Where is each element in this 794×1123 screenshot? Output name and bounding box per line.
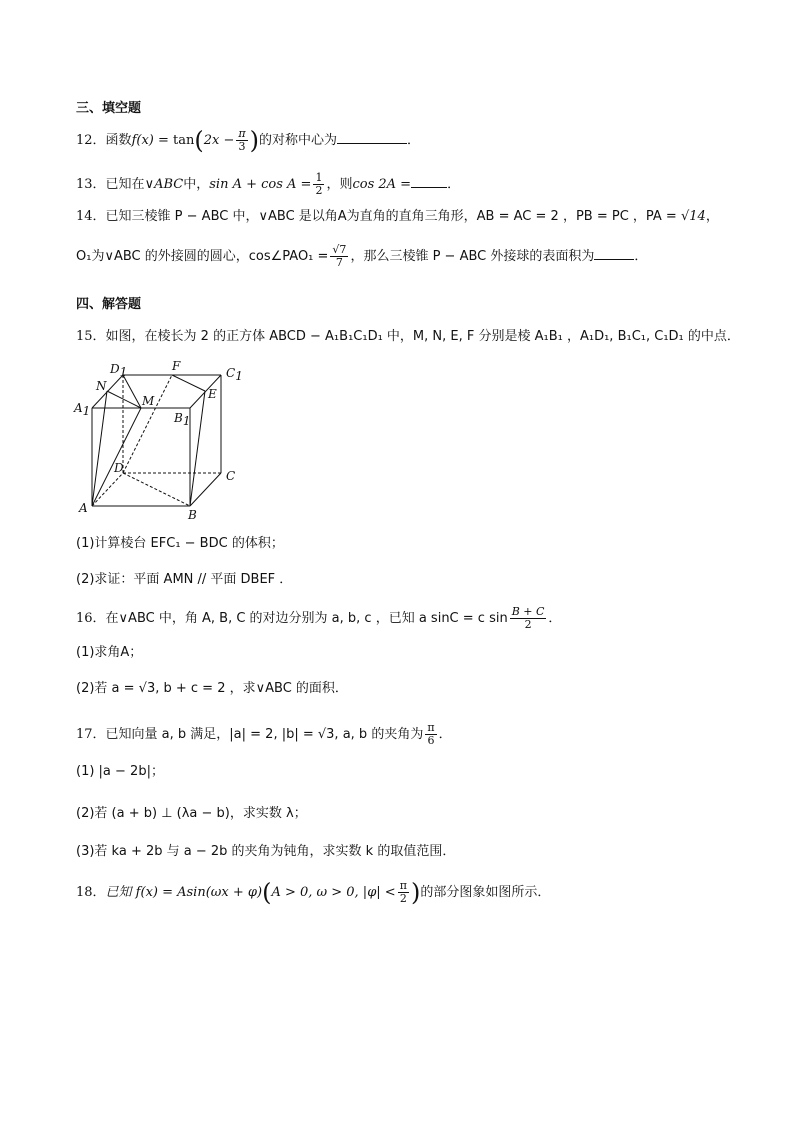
q14-end: ． — [634, 249, 648, 264]
q17-lead: 已知向量 a, b 满足，|a| = 2, |b| = √3, a, b 的夹角为 — [105, 727, 424, 742]
question-14-line2 — [76, 244, 754, 269]
q13-then: ，则 — [326, 177, 353, 192]
q14-sqrt7-over-7: $\frac{√7}{7}$ — [332, 243, 347, 269]
q18-rparen: ) — [410, 878, 421, 907]
label-f: F — [172, 360, 181, 373]
cube-figure — [70, 360, 260, 520]
label-e: E — [208, 387, 217, 401]
label-b: B — [188, 508, 197, 520]
q13-number: 13． — [76, 177, 106, 192]
question-16 — [76, 606, 754, 631]
q12-number: 12． — [76, 133, 106, 148]
section-heading-fill-blank: 三、填空题 — [76, 101, 142, 116]
q16-number: 16． — [76, 611, 106, 626]
q13-end: ． — [447, 177, 461, 192]
label-m: M — [142, 394, 155, 408]
label-c1: C1 — [226, 366, 243, 383]
q16-end: ． — [548, 611, 562, 626]
hidden-edge-a-d — [92, 473, 123, 506]
q12-eq: = tan — [153, 133, 195, 148]
q14-number: 14． — [76, 209, 106, 224]
q17-end: ． — [438, 727, 452, 742]
question-18 — [76, 880, 754, 905]
q13-cos2a: cos 2A = — [352, 177, 412, 192]
q17-pi-over-6: $\frac{\pi}{6}$ — [427, 721, 435, 747]
segment-f-e — [172, 375, 205, 391]
q16-fraction: $\frac{B + C}{2}$ — [511, 605, 545, 631]
q12-end: ． — [407, 133, 421, 148]
q18-lead: 已知 f(x) = Asin(ωx + φ) — [105, 885, 263, 900]
question-17-part2: (2)若 (a + b) ⊥ (λa − b)，求实数 λ； — [76, 806, 307, 821]
section-heading-answer: 四、解答题 — [76, 297, 142, 312]
question-14-line1 — [76, 208, 754, 226]
q12-pi-over-3: $\frac{\pi}{3}$ — [238, 127, 246, 153]
q16-lead: 在∨ABC 中，角 A, B, C 的对边分别为 a, b, c ，已知 a sinC = c sin — [105, 611, 508, 626]
hidden-segment-d-b — [123, 473, 190, 506]
question-12 — [76, 128, 754, 153]
q12-tail: 的对称中心为 — [259, 133, 338, 148]
question-17 — [76, 722, 754, 747]
q12-inner: 2x − — [203, 133, 235, 148]
q14-answer-blank[interactable] — [594, 247, 634, 260]
q18-number: 18． — [76, 885, 106, 900]
label-b1: B1 — [174, 411, 191, 428]
q18-tail: 的部分图象如图所示． — [420, 885, 551, 900]
question-17-part3: (3)若 ka + 2b 与 a − 2b 的夹角为钝角，求实数 k 的取值范围． — [76, 844, 456, 859]
label-d: D — [114, 461, 124, 475]
label-a1: A1 — [74, 401, 91, 418]
edge-b-c — [190, 473, 221, 506]
label-n: N — [96, 379, 107, 393]
q18-cond: A > 0, ω > 0, |φ| < — [271, 885, 396, 900]
segment-a-m — [92, 408, 141, 506]
q17-number: 17． — [76, 727, 106, 742]
q14-line2b: ，那么三棱锥 P − ABC 外接球的表面积为 — [350, 249, 595, 264]
hidden-segment-d-f — [123, 375, 172, 473]
question-16-part2: (2)若 a = √3, b + c = 2 ，求∨ABC 的面积． — [76, 681, 348, 696]
q13-triangle: ∨ABC — [144, 177, 184, 192]
label-c: C — [226, 469, 236, 483]
question-13 — [76, 172, 754, 197]
q14-line2a: O₁为∨ABC 的外接圆的圆心，cos∠PAO₁ = — [76, 249, 329, 264]
q18-lparen: ( — [262, 878, 272, 907]
q15-text: 如图，在棱长为 2 的正方体 ABCD − A₁B₁C₁D₁ 中，M, N, E, F 分别是棱 A₁B₁ ，A₁D₁, B₁C₁, C₁D₁ 的中点． — [105, 329, 740, 344]
question-15-part2: (2)求证：平面 AMN // 平面 DBEF ． — [76, 572, 293, 587]
label-d1: D1 — [110, 362, 128, 379]
label-a: A — [79, 501, 88, 515]
q12-rparen: ) — [249, 126, 259, 155]
q13-mid: 中， — [183, 177, 210, 192]
q14-comma: ， — [705, 209, 719, 224]
q13-expr: sin A + cos A = — [209, 177, 312, 192]
segment-b-e — [190, 391, 205, 506]
question-15-part1: (1)计算棱台 EFC₁ − BDC 的体积； — [76, 536, 284, 551]
question-17-part1: (1) |a − 2b|； — [76, 764, 164, 779]
q18-pi-over-2: $\frac{\pi}{2}$ — [399, 879, 407, 905]
q12-func: f(x) — [131, 133, 154, 148]
q14-sqrt14: √14 — [680, 209, 706, 224]
q13-lead: 已知在 — [105, 177, 145, 192]
q12-answer-blank[interactable] — [337, 131, 407, 144]
q14-line1: 已知三棱锥 P − ABC 中，∨ABC 是以角A为直角的直角三角形，AB = AC = 2 ，PB = PC ，PA = — [105, 209, 677, 224]
q12-lparen: ( — [194, 126, 204, 155]
question-16-part1: (1)求角A； — [76, 645, 143, 660]
q13-one-half: $\frac{1}{2}$ — [315, 171, 323, 197]
q13-answer-blank[interactable] — [411, 175, 447, 188]
q15-number: 15． — [76, 329, 106, 344]
question-15 — [76, 328, 754, 346]
q12-lead: 函数 — [105, 133, 132, 148]
